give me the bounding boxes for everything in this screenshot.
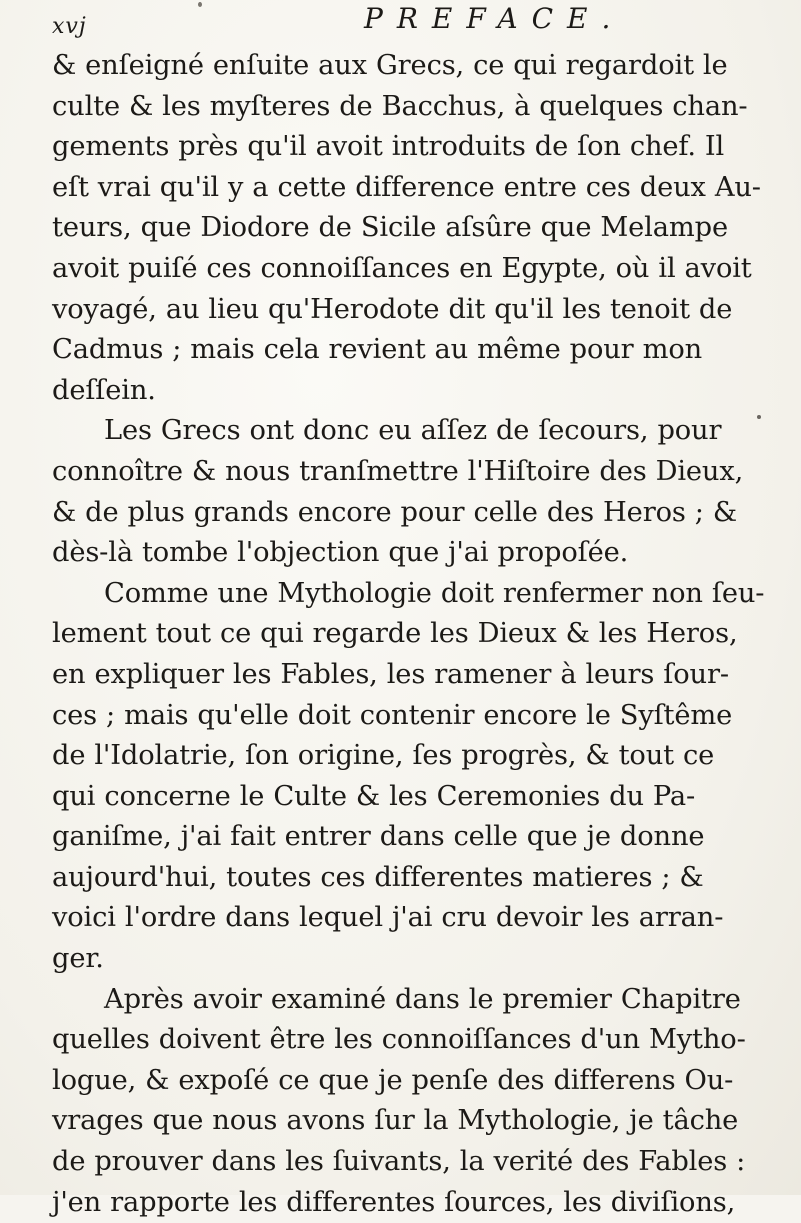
text-line: connoître & nous tranſmettre l'Hiſtoire des Dieux, [52,455,744,487]
text-line: gements près qu'il avoit introduits de ſon chef. Il [52,131,725,163]
running-head [52,2,752,42]
page-number: xvj [52,14,87,39]
text-line: ger. [52,943,104,975]
text-line: quelles doivent être les connoiſſances d'un Mytho- [52,1024,746,1056]
text-line: teurs, que Diodore de Sicile aſsûre que Melampe [52,212,728,244]
text-line: & de plus grands encore pour celle des Heros ; & [52,496,737,528]
text-line: en expliquer les Fables, les ramener à leurs ſour- [52,658,729,690]
paragraph-start-line: Après avoir examiné dans le premier Chapitre [104,983,741,1015]
text-line: culte & les myſteres de Bacchus, à quelques chan- [52,90,748,122]
body-text [52,46,768,1223]
text-line: avoit puiſé ces connoiſſances en Egypte, où il avoit [52,252,752,284]
text-line: eſt vrai qu'il y a cette difference entre ces deux Au- [52,171,761,203]
text-line: aujourd'hui, toutes ces differentes matieres ; & [52,861,704,893]
text-line: de prouver dans les ſuivants, la verité des Fables : [52,1146,746,1178]
text-line: ganiſme, j'ai fait entrer dans celle que je donne [52,821,705,853]
text-line: ces ; mais qu'elle doit contenir encore le Syſtême [52,699,733,731]
text-line: deſſein. [52,374,156,406]
text-line: vrages que nous avons ſur la Mythologie, je tâche [52,1105,739,1137]
text-line: & enſeigné enſuite aux Grecs, ce qui regardoit le [52,50,728,81]
text-line: Cadmus ; mais cela revient au même pour mon [52,334,703,366]
text-line: logue, & expoſé ce que je penſe des differens Ou- [52,1064,734,1096]
text-line: voyagé, au lieu qu'Herodote dit qu'il les tenoit de [52,293,733,325]
paragraph-start-line: Comme une Mythologie doit renfermer non ſeu- [104,577,765,609]
paragraph-start-line: Les Grecs ont donc eu aſſez de ſecours, pour [104,415,722,447]
text-line: j'en rapporte les differentes ſources, les diviſions, [52,1186,736,1218]
text-line: voici l'ordre dans lequel j'ai cru devoir les arran- [52,902,724,934]
text-line: qui concerne le Culte & les Ceremonies du Pa- [52,780,696,812]
text-line: lement tout ce qui regarde les Dieux & les Heros, [52,618,738,650]
running-head-title: PREFACE. [364,2,625,35]
margin-dot [757,415,761,419]
text-line: dès-là tombe l'objection que j'ai propoſée. [52,537,629,569]
text-line: de l'Idolatrie, ſon origine, ſes progrès, & tout ce [52,740,715,772]
